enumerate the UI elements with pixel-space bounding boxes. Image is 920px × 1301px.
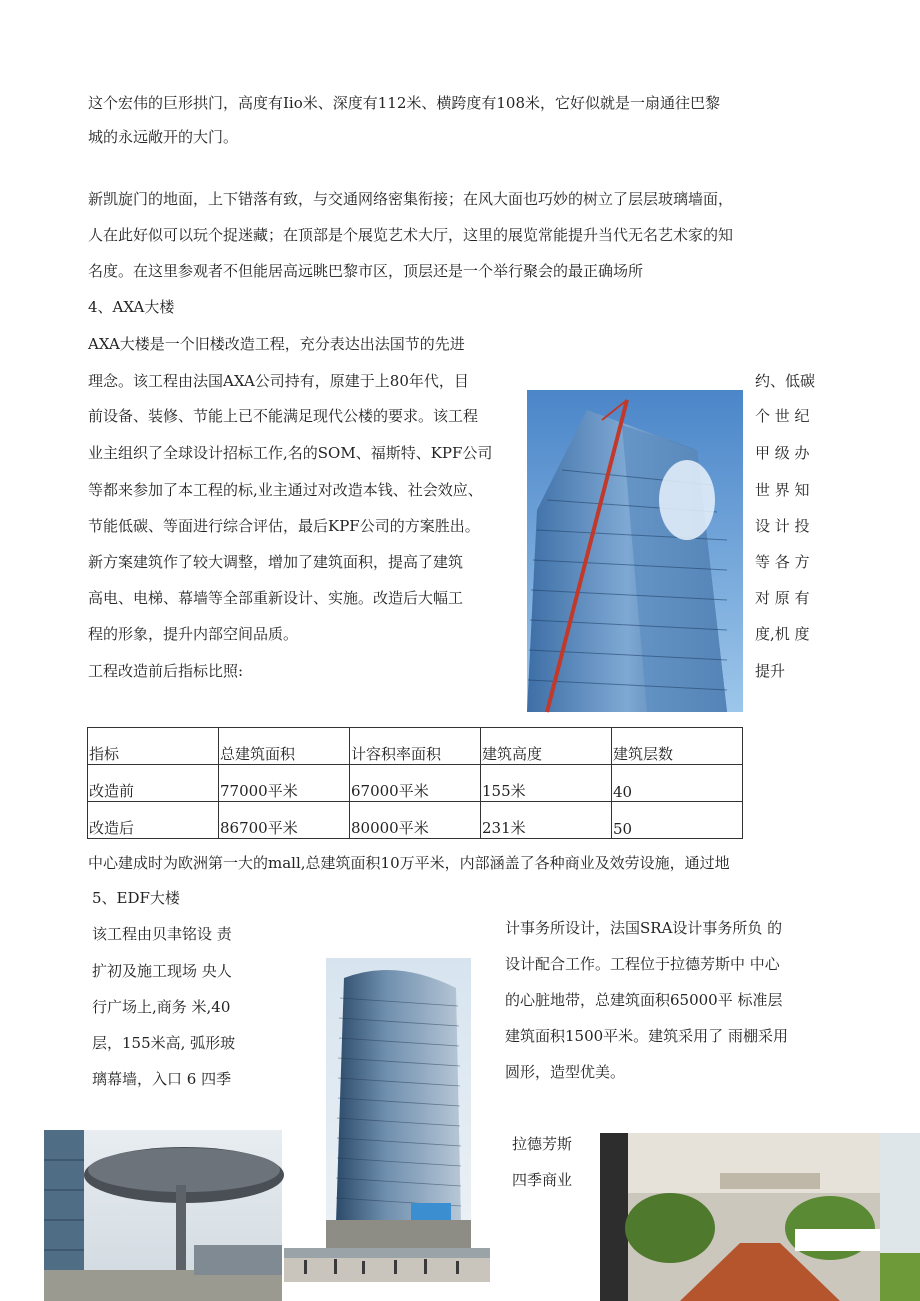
axa-left-line: 工程改造前后指标比照: bbox=[88, 662, 244, 680]
mall-line: 中心建成时为欧洲第一大的mall,总建筑面积10万平米，内部涵盖了各种商业及效劳设施，通过地 bbox=[88, 854, 730, 872]
axa-left-line: AXA大楼是一个旧楼改造工程，充分表达出法国节的先进 bbox=[88, 335, 465, 353]
table-header-cell: 建筑层数 bbox=[612, 728, 743, 765]
axa-right-line: 等 各 方 bbox=[755, 553, 810, 571]
table-header-cell: 指标 bbox=[88, 728, 219, 765]
axa-left-line: 理念。该工程由法国AXA公司持有，原建于上80年代，目 bbox=[88, 372, 469, 390]
axa-left-line: 业主组织了全球设计招标工作,名的SOM、福斯特、KPF公司 bbox=[88, 444, 493, 462]
table-cell: 231米 bbox=[481, 802, 612, 839]
edf-tower-photo bbox=[326, 958, 471, 1250]
intro-line-1: 这个宏伟的巨形拱门，高度有Iio米、深度有112米、横跨度有108米，它好似就是一扇通往巴黎 bbox=[88, 94, 721, 112]
axa-left-line: 程的形象，提升内部空间品质。 bbox=[88, 625, 299, 643]
edf-left-line: 层，155米高, 弧形玻 bbox=[92, 1034, 236, 1052]
axa-right-line: 世 界 知 bbox=[755, 481, 810, 499]
axa-right-line: 甲 级 办 bbox=[755, 444, 810, 462]
arch-line-2: 人在此好似可以玩个捉迷藏；在顶部是个展览艺术大厅，这里的展览常能提升当代无名艺术家的知 bbox=[88, 226, 734, 244]
edf-left-line: 行广场上,商务 米,40 bbox=[92, 998, 231, 1016]
plaza-street-photo bbox=[284, 1248, 490, 1282]
axa-tower-photo bbox=[527, 390, 743, 712]
axa-right-line: 提升 bbox=[755, 662, 786, 680]
table-row bbox=[88, 765, 743, 802]
entrance-canopy-photo bbox=[44, 1130, 282, 1301]
axa-right-line: 约、低碳 bbox=[755, 372, 816, 390]
axa-right-line: 设 计 投 bbox=[755, 517, 810, 535]
intro-line-2: 城的永远敞开的大门。 bbox=[88, 128, 239, 146]
edf-right-line: 建筑面积1500平米。建筑采用了 雨棚采用 bbox=[505, 1027, 788, 1045]
axa-left-line: 新方案建筑作了较大调整，增加了建筑面积，提高了建筑 bbox=[88, 553, 464, 571]
edf-left-column bbox=[92, 920, 272, 1088]
table-cell: 改造前 bbox=[88, 765, 219, 802]
edf-left-line: 该工程由贝聿铭设 责 bbox=[92, 925, 232, 943]
edf-left-line: 扩初及施工现场 央人 bbox=[92, 962, 232, 980]
edf-right-line: 圆形，造型优美。 bbox=[505, 1063, 626, 1081]
table-cell: 80000平米 bbox=[350, 802, 481, 839]
axa-left-line: 前设备、装修、节能上已不能满足现代公楼的要求。该工程 bbox=[88, 407, 479, 425]
table-row bbox=[88, 802, 743, 839]
axa-right-line: 个 世 纪 bbox=[755, 407, 810, 425]
table-header-row bbox=[88, 728, 743, 765]
index-comparison-table bbox=[87, 727, 743, 839]
table-cell: 改造后 bbox=[88, 802, 219, 839]
edf-heading: 5、EDF大楼 bbox=[92, 889, 180, 907]
axa-left-line: 高电、电梯、幕墙等全部重新设计、实施。改造后大幅工 bbox=[88, 589, 464, 607]
axa-right-line: 度,机 度 bbox=[755, 625, 810, 643]
axa-left-line: 节能低碳、等面进行综合评估，最后KPF公司的方案胜出。 bbox=[88, 517, 480, 535]
edf-left-line: 璃幕墙，入口 6 四季 bbox=[92, 1070, 232, 1088]
arch-line-1: 新凯旋门的地面，上下错落有致，与交通网络密集衔接；在风大面也巧妙的树立了层层玻璃墙面， bbox=[88, 190, 734, 208]
table-cell: 86700平米 bbox=[219, 802, 350, 839]
table-header-cell: 计容积率面积 bbox=[350, 728, 481, 765]
axa-right-line: 对 原 有 bbox=[755, 589, 810, 607]
edf-right-line: 设计配合工作。工程位于拉德芳斯中 中心 bbox=[505, 955, 780, 973]
table-cell: 77000平米 bbox=[219, 765, 350, 802]
table-cell: 155米 bbox=[481, 765, 612, 802]
axa-left-line: 等都来参加了本工程的标,业主通过对改造本钱、社会效应、 bbox=[88, 481, 483, 499]
table-cell: 67000平米 bbox=[350, 765, 481, 802]
table-cell: 50 bbox=[612, 802, 743, 839]
table-header-cell: 总建筑面积 bbox=[219, 728, 350, 765]
arch-line-3: 名度。在这里参观者不但能居高远眺巴黎市区，顶层还是一个举行聚会的最正确场所 bbox=[88, 262, 644, 280]
edf-right-line: 计事务所设计，法国SRA设计事务所负 的 bbox=[505, 919, 783, 937]
bottom-caption-line-2: 四季商业 bbox=[512, 1171, 573, 1189]
axa-heading: 4、AXA大楼 bbox=[88, 298, 175, 316]
bottom-caption-line-1: 拉德芳斯 bbox=[512, 1135, 573, 1153]
table-header-cell: 建筑高度 bbox=[481, 728, 612, 765]
edf-right-line: 的心脏地带，总建筑面积65000平 标准层 bbox=[505, 991, 783, 1009]
mall-interior-photo bbox=[600, 1133, 920, 1301]
table-cell: 40 bbox=[612, 765, 743, 802]
